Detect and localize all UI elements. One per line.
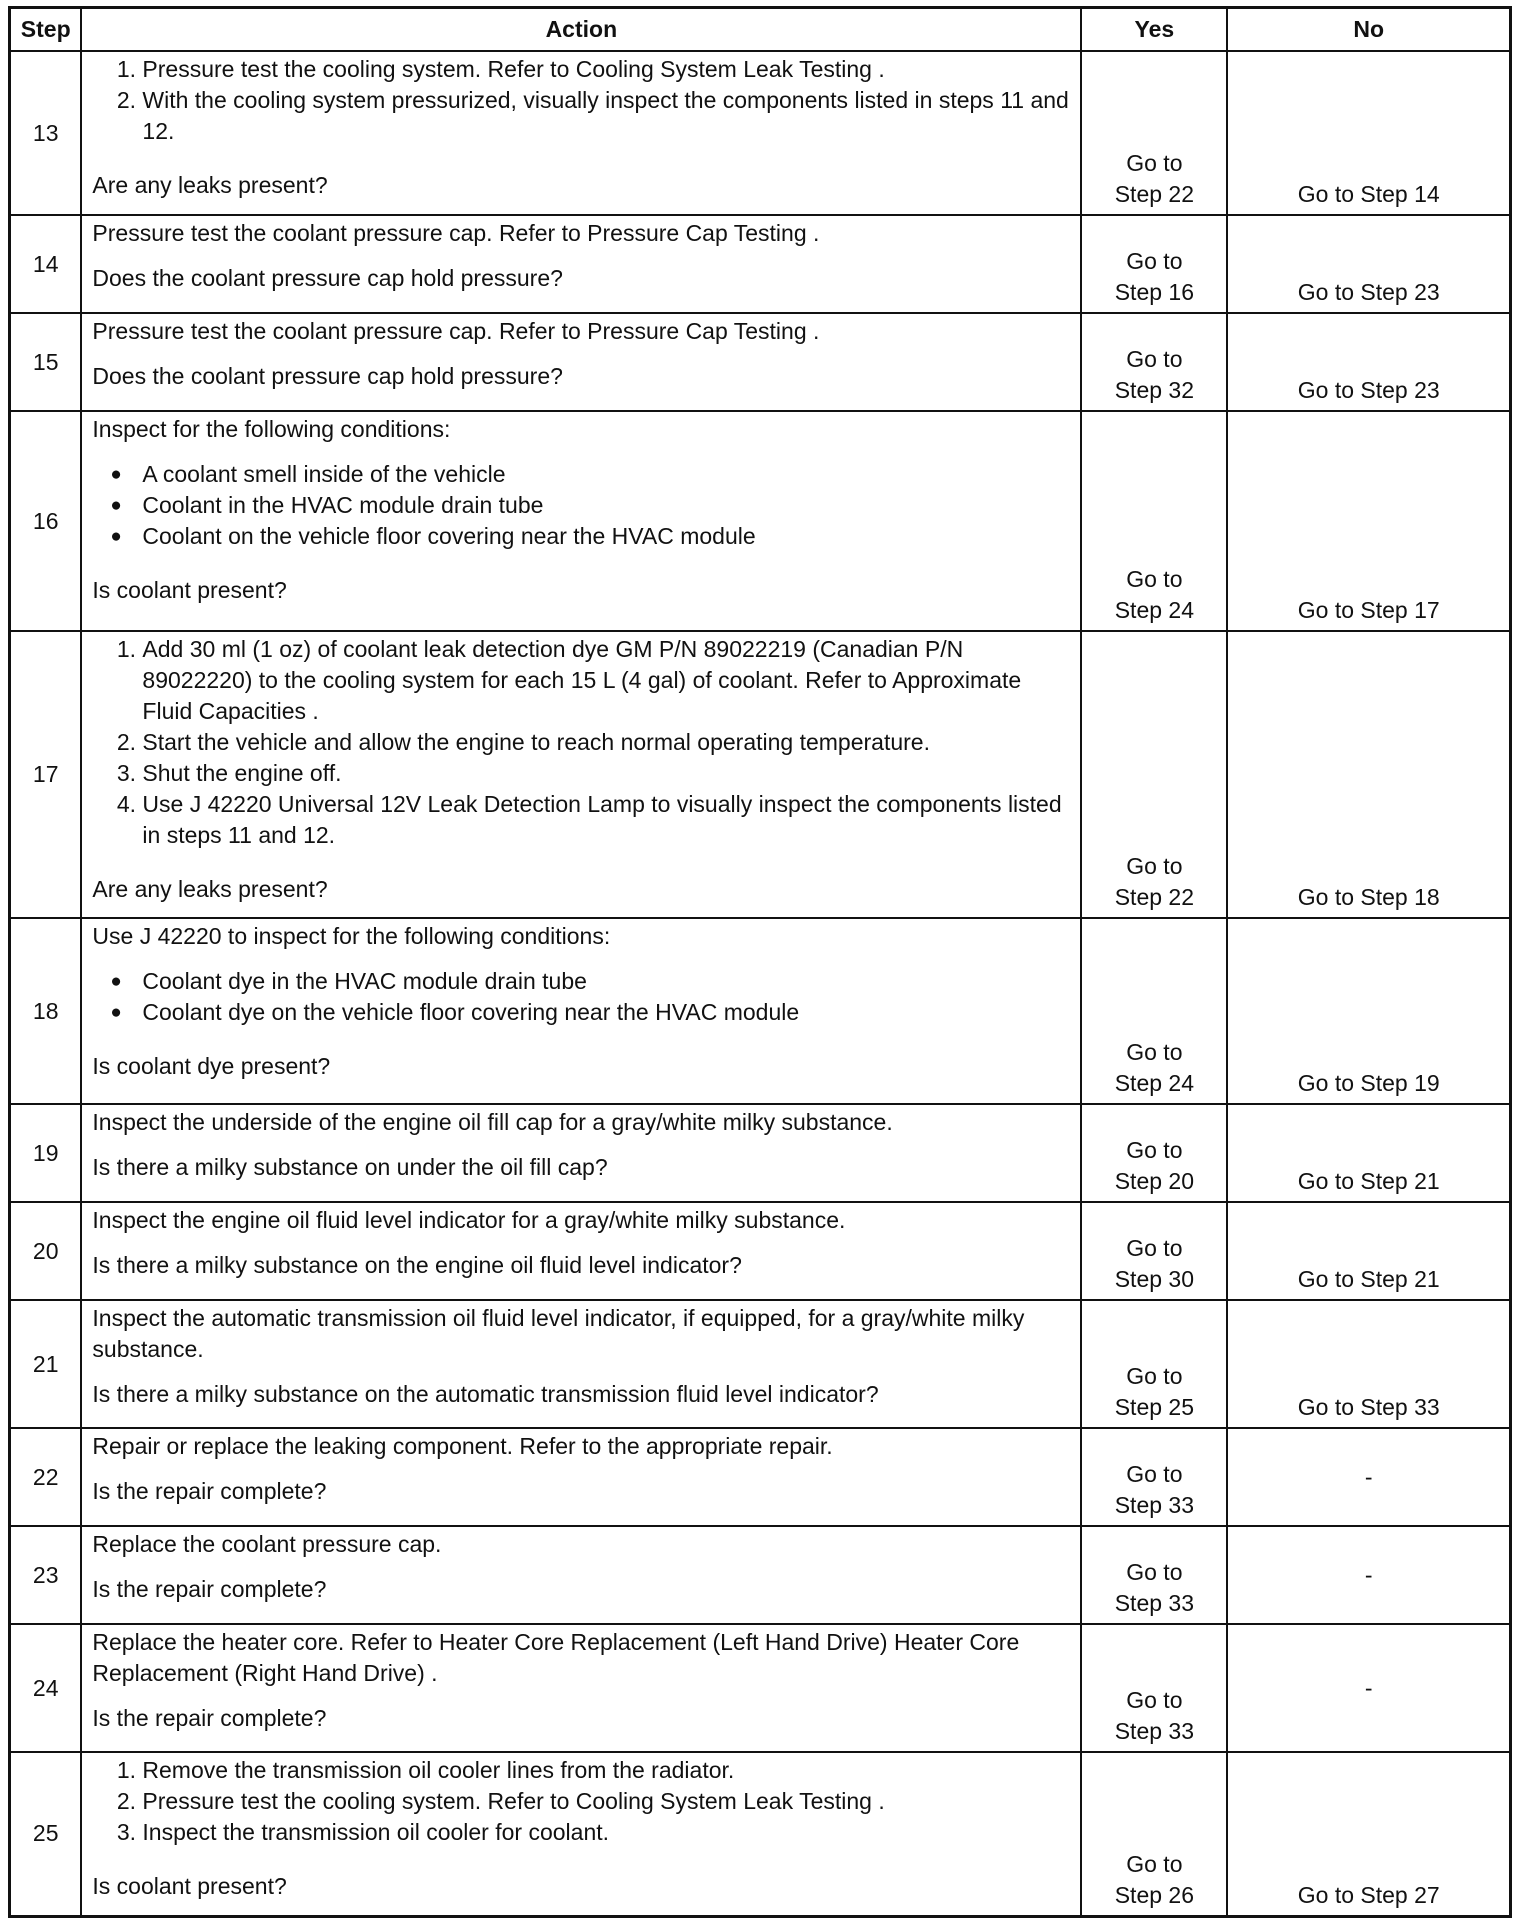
question-text: Is the repair complete? bbox=[92, 1576, 327, 1602]
yes-step: Step 30 bbox=[1114, 1266, 1195, 1292]
header-row bbox=[10, 8, 1511, 52]
question-text: Is there a milky substance on the automatic transmission fluid level indicator? bbox=[92, 1381, 879, 1407]
yes-goto: Go to bbox=[1126, 1039, 1183, 1065]
header-no: No bbox=[1227, 8, 1510, 52]
yes-cell bbox=[1081, 1300, 1227, 1428]
yes-step: Step 26 bbox=[1114, 1881, 1195, 1908]
diagnostic-table bbox=[8, 6, 1512, 1918]
table-row bbox=[10, 918, 1511, 1104]
yes-goto: Go to bbox=[1126, 1850, 1183, 1877]
question-text: Does the coolant pressure cap hold pressure? bbox=[92, 363, 563, 389]
action-cell bbox=[81, 51, 1081, 215]
list-item: ● Coolant dye on the vehicle floor covering near the HVAC module bbox=[142, 997, 1070, 1028]
yes-goto: Go to bbox=[1126, 150, 1183, 176]
no-cell: Go to Step 21 bbox=[1227, 1202, 1510, 1300]
yes-goto: Go to bbox=[1126, 853, 1183, 879]
yes-step: Step 24 bbox=[1114, 1070, 1195, 1096]
header-action: Action bbox=[81, 8, 1081, 52]
numbered-list bbox=[92, 54, 1070, 147]
yes-cell bbox=[1081, 1202, 1227, 1300]
yes-step: Step 22 bbox=[1114, 884, 1195, 910]
yes-goto: Go to bbox=[1126, 566, 1183, 592]
no-cell: - bbox=[1227, 1624, 1510, 1752]
list-item: 4. Use J 42220 Universal 12V Leak Detection Lamp to visually inspect the components listed in steps 11 and 12. bbox=[142, 789, 1070, 851]
header-step: Step bbox=[10, 8, 82, 52]
question-text: Is the repair complete? bbox=[92, 1478, 327, 1504]
table-row bbox=[10, 1752, 1511, 1916]
question-text: Are any leaks present? bbox=[92, 876, 328, 902]
yes-goto: Go to bbox=[1126, 1363, 1183, 1389]
no-cell: Go to Step 21 bbox=[1227, 1104, 1510, 1202]
list-item: 2. Start the vehicle and allow the engine to reach normal operating temperature. bbox=[142, 727, 1070, 758]
yes-step: Step 33 bbox=[1114, 1718, 1195, 1744]
action-cell bbox=[81, 1624, 1081, 1752]
step-number: 13 bbox=[10, 51, 82, 215]
action-cell bbox=[81, 918, 1081, 1104]
question-text: Is coolant present? bbox=[92, 1873, 287, 1899]
yes-goto: Go to bbox=[1126, 1461, 1183, 1487]
action-text: Pressure test the coolant pressure cap. Refer to Pressure Cap Testing . bbox=[92, 220, 820, 246]
action-cell bbox=[81, 1752, 1081, 1916]
list-item: 3. Inspect the transmission oil cooler for coolant. bbox=[142, 1817, 1070, 1848]
no-cell: Go to Step 14 bbox=[1227, 51, 1510, 215]
question-text: Does the coolant pressure cap hold pressure? bbox=[92, 265, 563, 291]
list-item: 1. Remove the transmission oil cooler lines from the radiator. bbox=[142, 1755, 1070, 1786]
header-yes: Yes bbox=[1081, 8, 1227, 52]
numbered-list bbox=[92, 634, 1070, 851]
table-row bbox=[10, 631, 1511, 918]
table-row bbox=[10, 1428, 1511, 1526]
numbered-list bbox=[92, 1755, 1070, 1848]
question-text: Is there a milky substance on under the oil fill cap? bbox=[92, 1154, 608, 1180]
yes-cell bbox=[1081, 1428, 1227, 1526]
table-row bbox=[10, 313, 1511, 411]
table-row bbox=[10, 1526, 1511, 1624]
list-item: 2. Pressure test the cooling system. Refer to Cooling System Leak Testing . bbox=[142, 1786, 1070, 1817]
yes-step: Step 25 bbox=[1114, 1394, 1195, 1420]
no-cell: Go to Step 33 bbox=[1227, 1300, 1510, 1428]
step-number: 15 bbox=[10, 313, 82, 411]
bullet-list bbox=[92, 459, 1070, 552]
no-cell: - bbox=[1227, 1428, 1510, 1526]
yes-goto: Go to bbox=[1126, 1687, 1183, 1713]
question-text: Is the repair complete? bbox=[92, 1705, 327, 1731]
yes-step: Step 22 bbox=[1114, 181, 1195, 207]
list-item: 1. Pressure test the cooling system. Refer to Cooling System Leak Testing . bbox=[142, 54, 1070, 85]
yes-cell bbox=[1081, 1526, 1227, 1624]
list-item: 2. With the cooling system pressurized, visually inspect the components listed in steps 11 and 12. bbox=[142, 85, 1070, 147]
list-item: ● Coolant dye in the HVAC module drain tube bbox=[142, 966, 1070, 997]
question-text: Is coolant dye present? bbox=[92, 1053, 331, 1079]
action-text: Replace the coolant pressure cap. bbox=[92, 1531, 442, 1557]
no-cell: - bbox=[1227, 1526, 1510, 1624]
table-row bbox=[10, 1202, 1511, 1300]
step-number: 23 bbox=[10, 1526, 82, 1624]
no-cell: Go to Step 27 bbox=[1227, 1752, 1510, 1916]
yes-step: Step 32 bbox=[1114, 377, 1195, 403]
yes-cell bbox=[1081, 1104, 1227, 1202]
action-text: Replace the heater core. Refer to Heater Core Replacement (Left Hand Drive) Heater Core Replacement (Right Hand Drive) . bbox=[92, 1629, 1020, 1686]
list-item: 1. Add 30 ml (1 oz) of coolant leak detection dye GM P/N 89022219 (Canadian P/N 89022220) to the cooling system for each 15 L (4 gal) of coolant. Refer to Approximate Fluid Capacities . bbox=[142, 634, 1070, 727]
action-cell bbox=[81, 313, 1081, 411]
yes-goto: Go to bbox=[1126, 346, 1183, 372]
action-text: Use J 42220 to inspect for the following conditions: bbox=[92, 923, 611, 949]
yes-goto: Go to bbox=[1126, 1137, 1183, 1163]
no-cell: Go to Step 19 bbox=[1227, 918, 1510, 1104]
action-cell bbox=[81, 215, 1081, 313]
action-cell bbox=[81, 411, 1081, 631]
yes-cell bbox=[1081, 631, 1227, 918]
action-cell bbox=[81, 1104, 1081, 1202]
table-row bbox=[10, 1624, 1511, 1752]
yes-cell bbox=[1081, 215, 1227, 313]
action-cell bbox=[81, 1526, 1081, 1624]
table-row bbox=[10, 215, 1511, 313]
table-row bbox=[10, 411, 1511, 631]
action-cell bbox=[81, 1202, 1081, 1300]
yes-cell bbox=[1081, 411, 1227, 631]
yes-goto: Go to bbox=[1126, 1559, 1183, 1585]
no-cell: Go to Step 18 bbox=[1227, 631, 1510, 918]
question-text: Is coolant present? bbox=[92, 577, 287, 603]
step-number: 21 bbox=[10, 1300, 82, 1428]
action-text: Repair or replace the leaking component. Refer to the appropriate repair. bbox=[92, 1433, 833, 1459]
action-text: Pressure test the coolant pressure cap. Refer to Pressure Cap Testing . bbox=[92, 318, 820, 344]
action-text: Inspect the automatic transmission oil fluid level indicator, if equipped, for a gray/white milky substance. bbox=[92, 1305, 1025, 1362]
step-number: 20 bbox=[10, 1202, 82, 1300]
no-cell: Go to Step 23 bbox=[1227, 313, 1510, 411]
list-item: 3. Shut the engine off. bbox=[142, 758, 1070, 789]
step-number: 22 bbox=[10, 1428, 82, 1526]
list-item: ● Coolant in the HVAC module drain tube bbox=[142, 490, 1070, 521]
yes-goto: Go to bbox=[1126, 1235, 1183, 1261]
question-text: Is there a milky substance on the engine oil fluid level indicator? bbox=[92, 1252, 742, 1278]
step-number: 14 bbox=[10, 215, 82, 313]
yes-step: Step 20 bbox=[1114, 1168, 1195, 1194]
table-row bbox=[10, 1104, 1511, 1202]
action-text: Inspect for the following conditions: bbox=[92, 416, 451, 442]
yes-cell bbox=[1081, 51, 1227, 215]
step-number: 25 bbox=[10, 1752, 82, 1916]
no-cell: Go to Step 23 bbox=[1227, 215, 1510, 313]
action-cell bbox=[81, 1300, 1081, 1428]
step-number: 19 bbox=[10, 1104, 82, 1202]
action-cell bbox=[81, 631, 1081, 918]
yes-cell bbox=[1081, 1624, 1227, 1752]
yes-cell bbox=[1081, 313, 1227, 411]
list-item: ● A coolant smell inside of the vehicle bbox=[142, 459, 1070, 490]
step-number: 16 bbox=[10, 411, 82, 631]
yes-goto: Go to bbox=[1126, 248, 1183, 274]
no-cell: Go to Step 17 bbox=[1227, 411, 1510, 631]
step-number: 24 bbox=[10, 1624, 82, 1752]
yes-step: Step 24 bbox=[1114, 597, 1195, 623]
table-row bbox=[10, 1300, 1511, 1428]
yes-cell bbox=[1081, 918, 1227, 1104]
yes-step: Step 16 bbox=[1114, 279, 1195, 305]
yes-step: Step 33 bbox=[1114, 1590, 1195, 1616]
action-cell bbox=[81, 1428, 1081, 1526]
bullet-list bbox=[92, 966, 1070, 1028]
yes-cell bbox=[1081, 1752, 1227, 1916]
step-number: 17 bbox=[10, 631, 82, 918]
action-text: Inspect the engine oil fluid level indicator for a gray/white milky substance. bbox=[92, 1207, 846, 1233]
step-number: 18 bbox=[10, 918, 82, 1104]
list-item: ● Coolant on the vehicle floor covering near the HVAC module bbox=[142, 521, 1070, 552]
yes-step: Step 33 bbox=[1114, 1492, 1195, 1518]
table-row bbox=[10, 51, 1511, 215]
action-text: Inspect the underside of the engine oil fill cap for a gray/white milky substance. bbox=[92, 1109, 893, 1135]
question-text: Are any leaks present? bbox=[92, 172, 328, 198]
